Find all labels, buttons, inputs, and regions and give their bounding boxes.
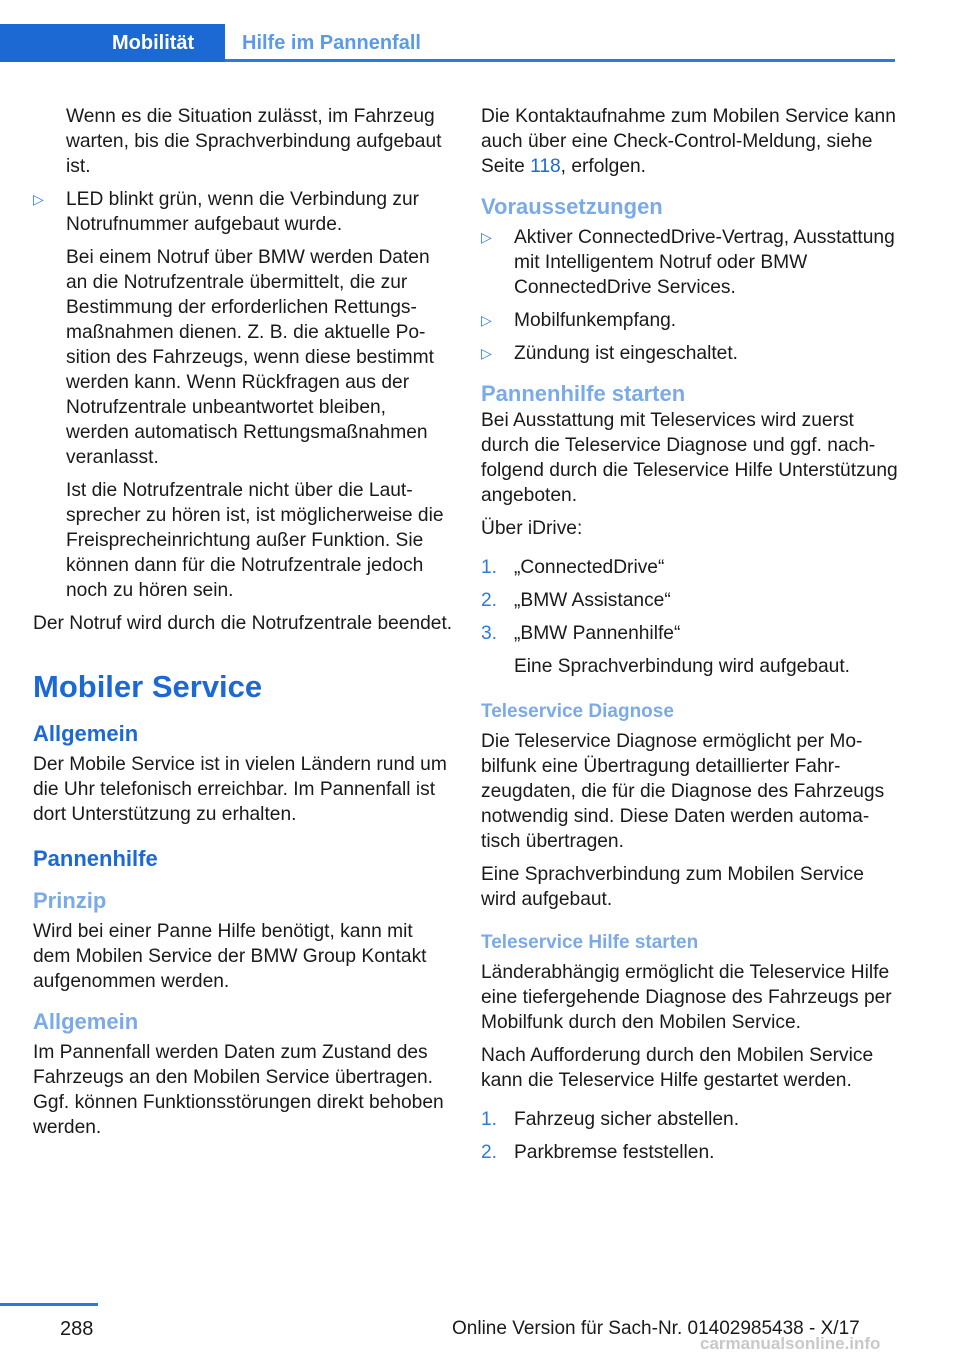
step-number: 1.	[481, 557, 498, 578]
paragraph-kontakt: Die Kontaktaufnahme zum Mobilen Service kann auch über eine Check-Control-Meldung, siehe Seite 118, erfolgen.	[481, 106, 896, 177]
list-item: ▷ Aktiver ConnectedDrive-Vertrag, Ausstattung mit Intelligentem Notruf oder BMW ConnectedDrive Services.	[481, 227, 895, 298]
paragraph: Der Notruf wird durch die Notrufzentrale beendet.	[33, 613, 453, 634]
paragraph: LED blinkt grün, wenn die Verbindung zur Notrufnummer aufgebaut wurde.	[66, 189, 420, 235]
footer-rule	[0, 1303, 98, 1306]
triangle-right-icon: ▷	[33, 191, 44, 207]
paragraph: Nach Aufforderung durch den Mobilen Service kann die Teleservice Hilfe gestartet werden.	[481, 1045, 874, 1091]
triangle-right-icon: ▷	[481, 229, 492, 245]
paragraph: Wird bei einer Panne Hilfe benötigt, kann mit dem Mobilen Service der BMW Group Kontakt aufgenommen werden.	[33, 921, 427, 992]
triangle-right-icon: ▷	[481, 345, 492, 361]
header-rule	[225, 59, 895, 62]
paragraph: Bei Ausstattung mit Teleservices wird zuerst durch die Teleservice Diagnose und ggf. nachfolgend durch die Teleservice Hilfe Unterstützung angeboten.	[481, 410, 898, 506]
list-item: 3. „BMW Pannenhilfe“ Eine Sprachverbindung wird aufgebaut.	[481, 623, 851, 677]
header-tab-hilfe[interactable]: Hilfe im Pannenfall	[242, 32, 421, 54]
left-column	[33, 104, 453, 1148]
triangle-right-icon: ▷	[481, 312, 492, 328]
page-number: 288	[60, 1318, 94, 1340]
heading-pannenhilfe-starten: Pannenhilfe starten	[481, 381, 686, 406]
heading-teleservice-hilfe: Teleservice Hilfe starten	[481, 932, 699, 953]
paragraph: Eine Sprachverbindung zum Mobilen Service wird aufgebaut.	[481, 864, 864, 910]
watermark: carmanualsonline.info	[700, 1334, 881, 1353]
right-column	[481, 104, 901, 1173]
paragraph: Über iDrive:	[481, 518, 583, 539]
step-number: 3.	[481, 623, 498, 644]
list-item: 2. „BMW Assistance“	[481, 590, 671, 611]
step-number: 2.	[481, 1142, 498, 1163]
paragraph: Die Teleservice Diagnose ermöglicht per Mobilfunk eine Übertragung detaillierter Fahrzeugdaten, die für die Diagnose des Fahrzeugs notwendig sind. Diese Daten werden automatisch übertragen.	[481, 731, 885, 852]
heading-voraussetzungen: Voraussetzungen	[481, 194, 663, 219]
heading-prinzip: Prinzip	[33, 888, 107, 913]
step-number: 2.	[481, 590, 498, 611]
list-item: 1. „ConnectedDrive“	[481, 557, 665, 578]
list-item: 1. Fahrzeug sicher abstellen.	[481, 1109, 740, 1130]
paragraph: Im Pannenfall werden Daten zum Zustand des Fahrzeugs an den Mobilen Service übertragen. Ggf. können Funktionsstörungen direkt behoben werden.	[33, 1042, 444, 1138]
heading-allgemein: Allgemein	[33, 721, 139, 746]
page-link[interactable]: 118	[530, 156, 561, 177]
section-heading-mobiler-service: Mobiler Service	[33, 669, 263, 704]
online-version-note: Online Version für Sach-Nr. 01402985438 - X/17	[452, 1318, 860, 1339]
paragraph-intro: Wenn es die Situation zulässt, im Fahrzeug warten, bis die Sprachverbindung aufgebaut ist.	[66, 106, 442, 177]
paragraph: Ist die Notrufzentrale nicht über die Lautsprecher zu hören ist, ist möglicherweise die Freisprecheinrichtung außer Funktion. Sie können dann für die Notrufzentrale jedoch noch zu hören sein.	[66, 480, 444, 601]
list-item	[33, 187, 453, 603]
paragraph: Bei einem Notruf über BMW werden Daten an die Notrufzentrale übermittelt, die zur Bestimmung der erforderlichen Rettungsmaßnahmen dienen. Z. B. die aktuelle Position des Fahrzeugs, wenn diese bestimmt werden kann. Wenn Rückfragen aus der Notrufzentrale unbeantwortet bleiben, werden automatisch Rettungsmaßnahmen veranlasst.	[66, 247, 434, 468]
step-number: 1.	[481, 1109, 498, 1130]
list-item: ▷ Zündung ist eingeschaltet.	[481, 343, 739, 364]
list-item: ▷ Mobilfunkempfang.	[481, 310, 677, 331]
list-item: 2. Parkbremse feststellen.	[481, 1142, 715, 1163]
page-header	[0, 0, 960, 64]
heading-pannenhilfe: Pannenhilfe	[33, 846, 158, 871]
paragraph: Der Mobile Service ist in vielen Ländern rund um die Uhr telefonisch erreichbar. Im Pannenfall ist dort Unterstützung zu erhalten.	[33, 754, 447, 825]
header-tab-mobilitaet[interactable]: Mobilität	[112, 32, 195, 54]
heading-teleservice-diagnose: Teleservice Diagnose	[481, 701, 674, 722]
paragraph: Länderabhängig ermöglicht die Teleservice Hilfe eine tiefergehende Diagnose des Fahrzeugs per Mobilfunk durch den Mobilen Service.	[481, 962, 892, 1033]
heading-allgemein: Allgemein	[33, 1009, 139, 1034]
